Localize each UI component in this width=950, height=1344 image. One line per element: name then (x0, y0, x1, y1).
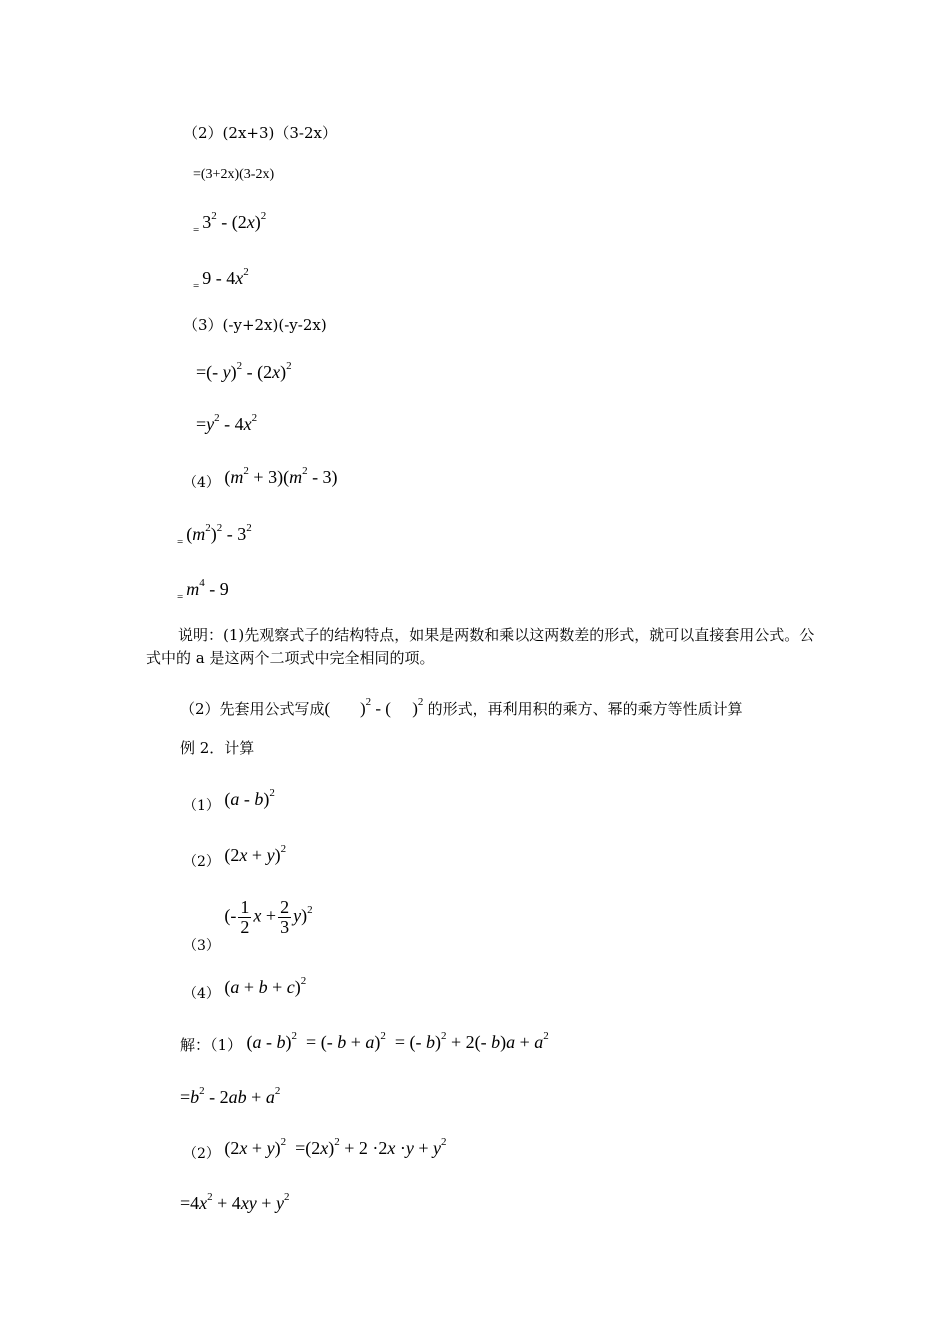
example-item-2: $_{(2)}$ $(2x + y)^2$ (183, 843, 287, 870)
problem-2-line: （2）(2x+3)（3-2x） (183, 124, 337, 142)
note2-formula: ( )$^2$ - ( )$^2$ (324, 696, 424, 718)
problem-4-result: $_=$ $m^4 - 9$ (177, 577, 229, 603)
solution-1-line: 解：（1） (a - b)$^2$ = (- b + a)$^2$ = (- b)$^2$ + 2(- $b)a + a^2$ (180, 1030, 549, 1054)
problem-3-result: $=y^2 - 4x^2$ (196, 412, 258, 434)
note2-pre: （2）先套用公式写成 (180, 700, 325, 718)
solution-1-result: $=b^2 - 2ab + a^2$ (180, 1085, 281, 1107)
example-title: 例 2．计算 (180, 739, 255, 757)
example-item-4: $_{(4)}$ $(a + b + c)^2$ (183, 975, 307, 1002)
solution-2-result: $=4x^2 + 4xy + y^2$ (180, 1191, 290, 1213)
note-paragraph-2 (180, 696, 743, 718)
example-item-3: $_{(3)}$ (- $\frac{1}{2}$ x + $\frac{2}{3}$ y)$^2$ (183, 897, 313, 954)
problem-4-line: $_{(4)}$ $(m^2 + 3)(m^2 - 3)$ (183, 465, 338, 491)
note2-post: 的形式，再利用积的乘方、幂的乘方等性质计算 (427, 700, 743, 718)
problem-2-step2: $_=$ $3^2 - (2x)^2$ (193, 210, 267, 236)
solution-2-line: $_{(2)}$ $(2x + y)^2 =(2x)^2 + 2 \cdot 2x \cdot y + y^2$ (183, 1136, 447, 1162)
problem-4-label: （4） (183, 475, 220, 491)
problem-2-result: $_=$ $9 - 4x^2$ (193, 266, 249, 292)
problem-4-step1: $_=$ $(m^2)^2 - 3^2$ (177, 522, 252, 548)
example-item-1: $_{(1)}$ (a - b)$^2$ (183, 787, 275, 814)
note-paragraph-1: 说明：(1)先观察式子的结构特点，如果是两数和乘以这两数差的形式，就可以直接套用公式。公式中的 a 是这两个二项式中完全相同的项。 (146, 626, 815, 667)
problem-3-step1: =(- $y)^2 - (2x)^2$ (196, 360, 292, 382)
problem-2-step1: =(3+2x)(3-2x) (193, 167, 275, 182)
problem-3-line: （3）(-y+2x)(-y-2x) (183, 316, 327, 334)
